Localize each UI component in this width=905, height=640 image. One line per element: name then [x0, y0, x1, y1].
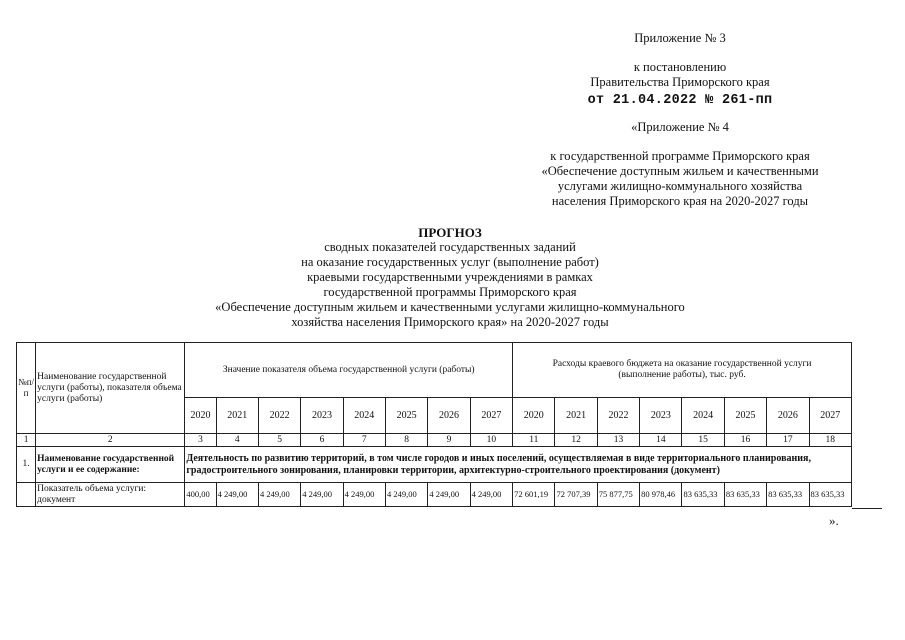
volume-value: 4 249,00 — [216, 483, 258, 507]
col-number-header: №п/п — [17, 343, 36, 434]
volume-value: 4 249,00 — [343, 483, 385, 507]
year-header: 2020 — [513, 398, 555, 434]
volume-value: 4 249,00 — [470, 483, 512, 507]
year-header: 2021 — [555, 398, 597, 434]
year-header: 2023 — [301, 398, 343, 434]
volume-value: 4 249,00 — [301, 483, 343, 507]
column-number: 7 — [343, 434, 385, 447]
column-number: 18 — [809, 434, 851, 447]
column-number: 1 — [17, 434, 36, 447]
service-content: Деятельность по развитию территорий, в том числе городов и иных поселений, осуществляемая в виде территориального планирования, градостроительного зонирования, планировки территории, архитектурно-строительного проектирования (документ) — [185, 447, 852, 483]
indicator-row — [17, 483, 852, 507]
expense-value: 75 877,75 — [597, 483, 639, 507]
year-header: 2025 — [385, 398, 427, 434]
year-header: 2027 — [470, 398, 512, 434]
program-line: населения Приморского края на 2020-2027 годы — [551, 194, 809, 208]
year-header: 2025 — [724, 398, 766, 434]
col-name-header: Наименование государственной услуги (работы), показателя объема услуги (работы) — [36, 343, 185, 434]
column-number: 4 — [216, 434, 258, 447]
service-row — [17, 447, 852, 483]
column-number: 15 — [682, 434, 724, 447]
forecast-table — [16, 342, 852, 507]
volume-group-header: Значение показателя объема государственной услуги (работы) — [185, 343, 513, 398]
subtitle-line: «Обеспечение доступным жильем и качественными услугами жилищно-коммунального — [215, 300, 685, 314]
year-header: 2024 — [343, 398, 385, 434]
expense-value: 72 707,39 — [555, 483, 597, 507]
volume-value: 400,00 — [185, 483, 216, 507]
subtitle-line: на оказание государственных услуг (выполнение работ) — [301, 255, 599, 269]
year-header: 2026 — [767, 398, 809, 434]
government-name: Правительства Приморского края — [590, 75, 770, 89]
appendix-quote: «Приложение № 4 — [631, 120, 729, 134]
expense-value: 72 601,19 — [513, 483, 555, 507]
program-line: «Обеспечение доступным жильем и качественными — [541, 164, 819, 178]
column-number: 6 — [301, 434, 343, 447]
volume-value: 4 249,00 — [385, 483, 427, 507]
volume-value: 4 249,00 — [258, 483, 300, 507]
column-number-row — [17, 434, 852, 447]
column-number: 8 — [385, 434, 427, 447]
column-number: 9 — [428, 434, 470, 447]
column-number: 3 — [185, 434, 216, 447]
scan-edge-line — [852, 508, 882, 509]
year-header: 2026 — [428, 398, 470, 434]
year-header: 2027 — [809, 398, 851, 434]
expense-value: 83 635,33 — [809, 483, 851, 507]
column-number: 5 — [258, 434, 300, 447]
subtitle-line: государственной программы Приморского края — [323, 285, 577, 299]
volume-value: 4 249,00 — [428, 483, 470, 507]
document-title: ПРОГНОЗ — [418, 225, 482, 240]
expense-value: 80 978,46 — [640, 483, 682, 507]
column-number: 10 — [470, 434, 512, 447]
program-line: к государственной программе Приморского края — [550, 149, 810, 163]
header-row-groups — [17, 343, 852, 398]
service-label: Наименование государственной услуги и ее содержание: — [36, 447, 185, 483]
expense-value: 83 635,33 — [724, 483, 766, 507]
appendix-number: Приложение № 3 — [634, 31, 726, 45]
resolution-date: от 21.04.2022 № 261-пп — [587, 93, 773, 108]
expense-value: 83 635,33 — [767, 483, 809, 507]
column-number: 2 — [36, 434, 185, 447]
expense-value: 83 635,33 — [682, 483, 724, 507]
year-header: 2023 — [640, 398, 682, 434]
column-number: 12 — [555, 434, 597, 447]
subtitle-line: сводных показателей государственных заданий — [324, 240, 576, 254]
year-header: 2022 — [597, 398, 639, 434]
column-number: 11 — [513, 434, 555, 447]
program-line: услугами жилищно-коммунального хозяйства — [557, 179, 803, 193]
year-header: 2022 — [258, 398, 300, 434]
column-number: 14 — [640, 434, 682, 447]
subtitle-line: хозяйства населения Приморского края» на 2020-2027 годы — [291, 315, 609, 329]
year-header: 2024 — [682, 398, 724, 434]
closing-quote: ». — [829, 513, 839, 528]
expense-group-header: Расходы краевого бюджета на оказание государственной услуги (выполнение работы), тыс. руб. — [513, 343, 852, 398]
column-number: 17 — [767, 434, 809, 447]
year-header: 2021 — [216, 398, 258, 434]
to-resolution: к постановлению — [633, 60, 727, 74]
subtitle-line: краевыми государственными учреждениями в рамках — [307, 270, 593, 284]
row-number-empty — [17, 483, 36, 507]
indicator-label: Показатель объема услуги: документ — [36, 483, 185, 507]
column-number: 16 — [724, 434, 766, 447]
column-number: 13 — [597, 434, 639, 447]
row-number: 1. — [17, 447, 36, 483]
year-header: 2020 — [185, 398, 216, 434]
